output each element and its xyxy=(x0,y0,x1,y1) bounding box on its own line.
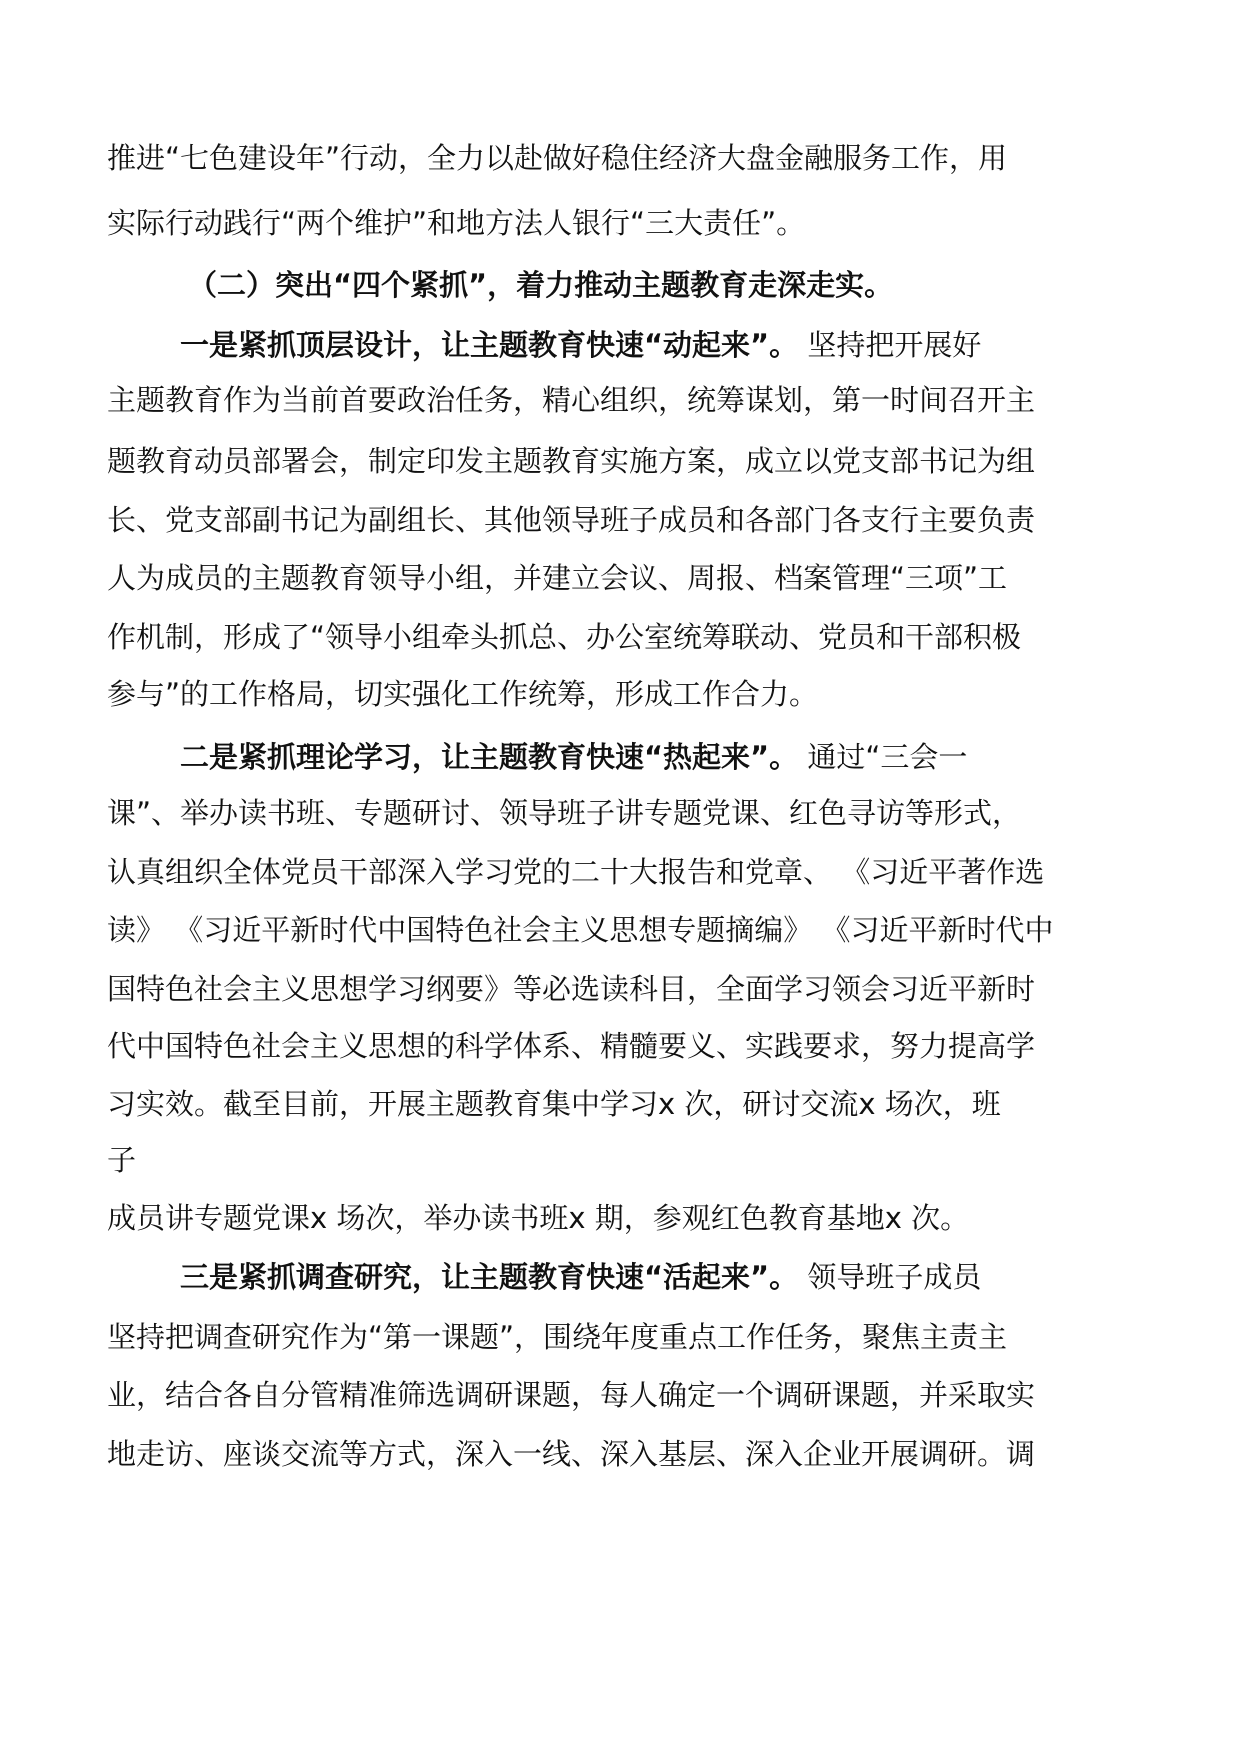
text-line-6 xyxy=(107,441,1147,481)
line-text: 参与”的工作格局，切实强化工作统筹，形成工作合力。 xyxy=(107,677,819,711)
line-text: 习实效。截至目前，开展主题教育集中学习x 次，研讨交流x 场次，班 xyxy=(107,1087,1001,1121)
line-text: 坚持把调查研究作为“第一课题”，围绕年度重点工作任务，聚焦主责主 xyxy=(107,1320,1008,1354)
lead-bold: 一是紧抓顶层设计，让主题教育快速“动起来”。 xyxy=(180,328,799,362)
line-text: 业，结合各自分管精准筛选调研课题，每人确定一个调研课题，并采取实 xyxy=(107,1378,1036,1412)
text-line-13 xyxy=(107,852,1147,892)
text-line-17 xyxy=(107,1084,1147,1124)
line-text: 通过“三会一 xyxy=(798,740,968,774)
lead-bold: 三是紧抓调查研究，让主题教育快速“活起来”。 xyxy=(180,1260,799,1294)
line-text: 题教育动员部署会，制定印发主题教育实施方案，成立以党支部书记为组 xyxy=(107,444,1036,478)
text-line-7 xyxy=(107,500,1147,540)
line-text: 认真组织全体党员干部深入学习党的二十大报告和党章、 《习近平著作选 xyxy=(107,855,1045,889)
text-line-16 xyxy=(107,1026,1147,1066)
line-text: 子 xyxy=(107,1143,137,1177)
text-line-19 xyxy=(107,1198,1147,1238)
text-line-1 xyxy=(107,138,1147,178)
text-line-4 xyxy=(180,325,1220,365)
text-line-2 xyxy=(107,203,1147,243)
line-text: 国特色社会主义思想学习纲要》等必选读科目，全面学习领会习近平新时 xyxy=(107,972,1036,1006)
text-line-15 xyxy=(107,969,1147,1009)
line-text: 主题教育作为当前首要政治任务，精心组织，统筹谋划，第一时间召开主 xyxy=(107,383,1036,417)
line-text: 推进“七色建设年”行动，全力以赴做好稳住经济大盘金融服务工作，用 xyxy=(107,141,1008,175)
text-line-23 xyxy=(107,1434,1147,1474)
line-text: 课”、举办读书班、专题研讨、领导班子讲专题党课、红色寻访等形式， xyxy=(107,796,1022,830)
text-line-9 xyxy=(107,617,1147,657)
text-line-22 xyxy=(107,1375,1147,1415)
line-text: 地走访、座谈交流等方式，深入一线、深入基层、深入企业开展调研。调 xyxy=(107,1437,1036,1471)
line-text: 成员讲专题党课x 场次，举办读书班x 期，参观红色教育基地x 次。 xyxy=(107,1201,970,1235)
line-text: 实际行动践行“两个维护”和地方法人银行“三大责任”。 xyxy=(107,206,806,240)
line-text: 读》 《习近平新时代中国特色社会主义思想专题摘编》 《习近平新时代中 xyxy=(107,913,1054,947)
section-heading xyxy=(188,265,1228,305)
text-line-11 xyxy=(180,737,1220,777)
line-text: 坚持把开展好 xyxy=(798,328,982,362)
line-text: 作机制，形成了“领导小组牵头抓总、办公室统筹联动、党员和干部积极 xyxy=(107,620,1022,654)
text-line-14 xyxy=(107,910,1147,950)
line-text: 代中国特色社会主义思想的科学体系、精髓要义、实践要求，努力提高学 xyxy=(107,1029,1036,1063)
text-line-8 xyxy=(107,558,1147,598)
text-line-21 xyxy=(107,1317,1147,1357)
line-text: 领导班子成员 xyxy=(798,1260,982,1294)
text-line-12 xyxy=(107,793,1147,833)
text-line-20 xyxy=(180,1257,1220,1297)
text-line-10 xyxy=(107,674,1147,714)
heading-text: （二）突出“四个紧抓”，着力推动主题教育走深走实。 xyxy=(188,268,894,302)
line-text: 人为成员的主题教育领导小组，并建立会议、周报、档案管理“三项”工 xyxy=(107,561,1008,595)
line-text: 长、党支部副书记为副组长、其他领导班子成员和各部门各支行主要负责 xyxy=(107,503,1036,537)
lead-bold: 二是紧抓理论学习，让主题教育快速“热起来”。 xyxy=(180,740,799,774)
text-line-18 xyxy=(107,1140,1147,1180)
text-line-5 xyxy=(107,380,1147,420)
